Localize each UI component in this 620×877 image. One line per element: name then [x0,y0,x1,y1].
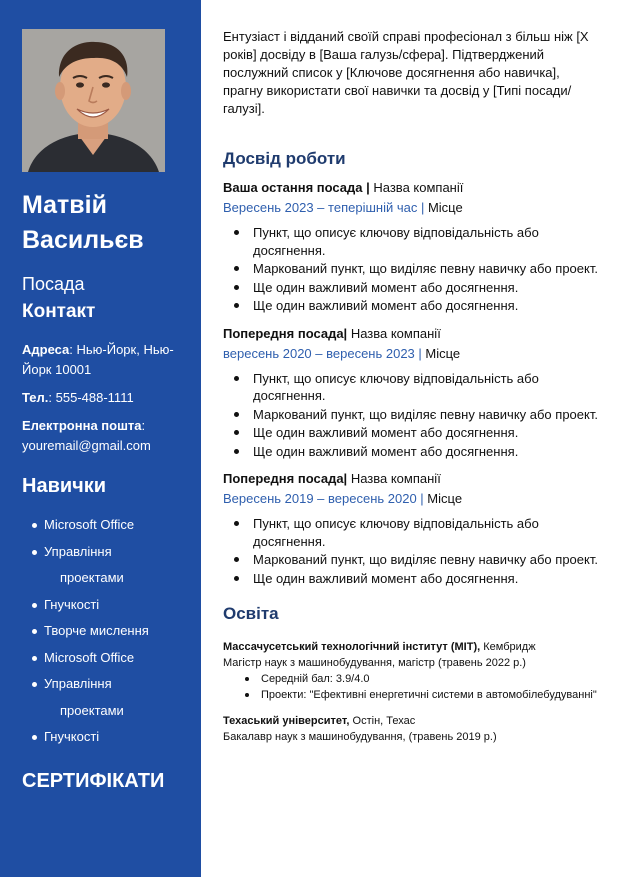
skill-item: Microsoft Office [30,645,200,672]
certificates-heading: СЕРТИФІКАТИ [22,770,165,792]
bullet-item: Маркований пункт, що виділяє певну навичку або проект. [223,406,603,424]
education-entry [223,713,603,745]
skill-item: Microsoft Office [30,512,200,539]
job-title-line [223,324,603,344]
school-city: Остін, Техас [349,715,416,727]
skills-list [30,512,200,751]
job-title-line [223,178,603,198]
last-name: Васильєв [22,226,144,254]
position-title: Посада [22,274,85,294]
skill-item: Управління проектами [30,671,200,724]
education-entry [223,639,603,703]
bullet-item: Ще один важливий момент або досягнення. [223,443,603,461]
school-line [223,713,603,729]
job-location: Місце [421,345,461,361]
skill-item: Творче мислення [30,618,200,645]
email-label: Електронна пошта [22,418,142,433]
job-title-line [223,469,603,489]
job-bullets [223,224,603,315]
candidate-name [22,188,192,258]
job-location: Місце [423,491,463,506]
job-location: Місце [424,200,463,215]
email-value[interactable]: youremail@gmail.com [22,438,151,453]
address-label: Адреса [22,342,70,357]
company-name: Назва компанії [369,180,464,195]
bullet-item: Ще один важливий момент або досягнення. [223,279,603,297]
degree: Бакалавр наук з машинобудування, (травень 2019 р.) [223,731,497,743]
education-details [223,671,603,703]
education-detail: Середній бал: 3.9/4.0 [223,671,603,687]
job-bullets [223,515,603,587]
summary-paragraph: Ентузіаст і відданий своїй справі професіонал з більш ніж [X років] досвіду в [Ваша галузь/сфера]. Підтверджений послужний список у [Ключове досягнення або навичка], прагну використати свої навички та досвід у [Типі посади/галузі]. [223,29,589,116]
experience-heading: Досвід роботи [223,149,346,168]
job-dates: Вересень 2019 – вересень 2020 | [223,491,424,506]
first-name: Матвій [22,191,107,219]
phone-label: Тел. [22,390,49,405]
school-city: Кембридж [480,641,536,653]
school-name: Массачусетський технологічний інститут (MIT), [223,641,481,653]
job-title: Попередня посада| [223,325,348,341]
job-bullets [223,370,603,461]
company-name: Назва компанії [347,471,441,486]
phone-value: : 555-488-1111 [48,390,134,405]
skill-item: Гнучкості [30,592,200,619]
bullet-item: Маркований пункт, що виділяє певну навичку або проект. [223,260,603,278]
skill-item: Управління проектами [30,539,200,592]
bullet-item: Маркований пункт, що виділяє певну навичку або проект. [223,551,603,569]
contact-heading: Контакт [22,301,96,322]
education-detail: Проекти: "Ефективні енергетичні системи в автомобілебудуванні" [223,687,603,703]
skills-heading: Навички [22,475,107,497]
job-dates: Вересень 2023 – теперішній час | [223,200,425,215]
bullet-item: Ще один важливий момент або досягнення. [223,570,603,588]
job-dates-line [223,344,603,364]
company-name: Назва компанії [347,325,441,341]
address-value: : Нью-Йорк, Нью-Йорк 10001 [22,342,174,377]
bullet-item: Ще один важливий момент або досягнення. [223,297,603,315]
job-entry [223,324,603,461]
job-dates-line [223,198,603,218]
bullet-item: Ще один важливий момент або досягнення. [223,424,603,442]
education-heading: Освіта [223,604,279,623]
job-title: Ваша остання посада | [223,180,370,195]
email-colon: : [141,418,146,433]
portrait-photo [22,29,165,172]
job-entry [223,469,603,587]
job-dates: вересень 2020 – вересень 2023 | [223,345,422,361]
bullet-item: Пункт, що описує ключову відповідальність або досягнення. [223,370,603,405]
bullet-item: Пункт, що описує ключову відповідальність або досягнення. [223,515,603,550]
skill-item: Гнучкості [30,724,200,751]
contact-address [22,340,194,380]
job-entry [223,178,603,315]
degree: Магістр наук з машинобудування, магістр (травень 2022 р.) [223,657,526,669]
main-content [223,28,603,745]
job-title: Попередня посада| [223,471,348,486]
contact-email [22,416,194,456]
contact-details [22,340,194,464]
job-dates-line [223,489,603,509]
school-name: Техаський університет, [223,715,350,727]
sidebar [0,0,201,877]
contact-phone [22,388,194,408]
bullet-item: Пункт, що описує ключову відповідальність або досягнення. [223,224,603,259]
school-line [223,639,603,655]
